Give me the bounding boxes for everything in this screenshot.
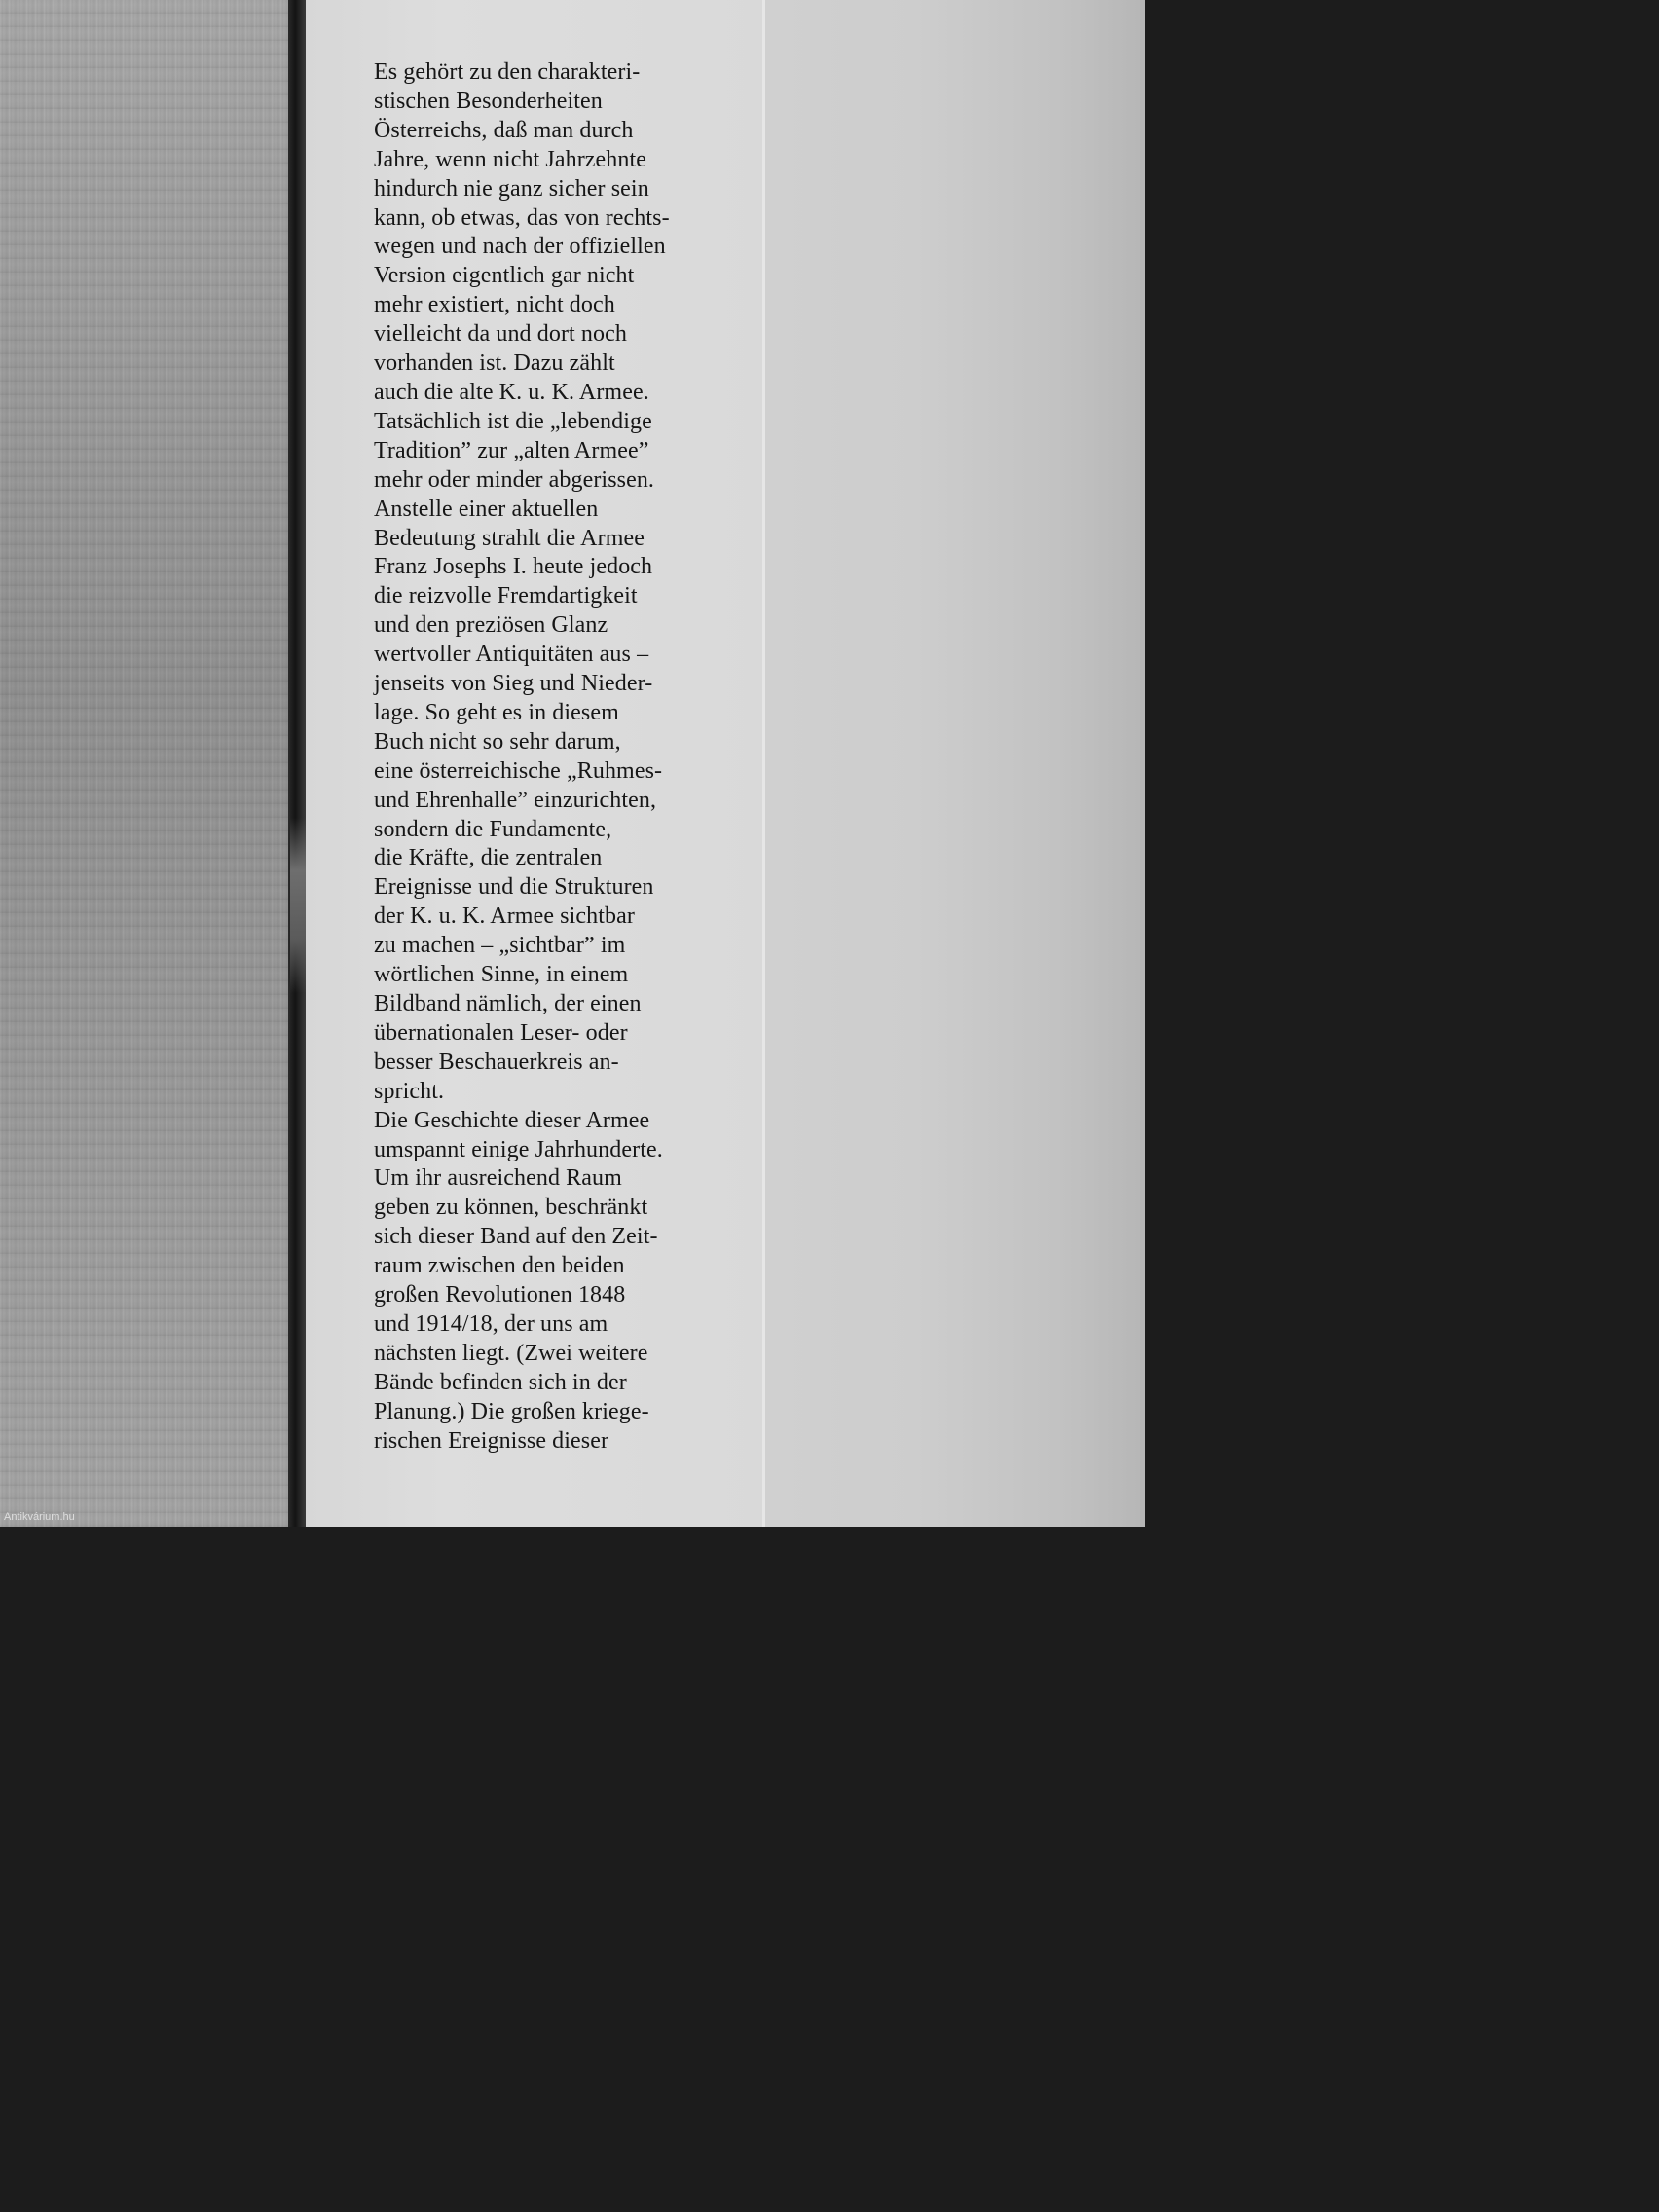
text-line: eine österreichische „Ruhmes-	[374, 757, 663, 784]
text-line: rischen Ereignisse dieser	[374, 1427, 609, 1454]
text-line: sich dieser Band auf den Zeit-	[374, 1224, 658, 1250]
text-line: besser Beschauerkreis an-	[374, 1049, 619, 1075]
text-line: Version eigentlich gar nicht	[374, 263, 635, 289]
text-line: kann, ob etwas, das von rechts-	[374, 204, 670, 231]
text-line: hindurch nie ganz sicher sein	[374, 175, 649, 202]
text-line: lage. So geht es in diesem	[374, 699, 619, 725]
text-line: mehr oder minder abgerissen.	[374, 466, 655, 493]
text-line: vorhanden ist. Dazu zählt	[374, 350, 615, 377]
text-line: übernationalen Leser- oder	[374, 1019, 628, 1046]
text-line: spricht.	[374, 1078, 445, 1104]
text-line: Es gehört zu den charakteri-	[374, 59, 641, 85]
text-line: Anstelle einer aktuellen	[374, 496, 599, 522]
text-line: Die Geschichte dieser Armee	[374, 1107, 650, 1133]
text-line: sondern die Fundamente,	[374, 816, 612, 842]
text-line: Planung.) Die großen kriege-	[374, 1398, 649, 1424]
text-line: und den preziösen Glanz	[374, 612, 608, 639]
text-line: auch die alte K. u. K. Armee.	[374, 379, 649, 405]
text-line: stischen Besonderheiten	[374, 88, 603, 114]
text-line: Bedeutung strahlt die Armee	[374, 525, 645, 551]
wood-background	[0, 0, 292, 1527]
text-line: Bildband nämlich, der einen	[374, 991, 642, 1016]
text-line: raum zwischen den beiden	[374, 1253, 625, 1279]
text-line: mehr existiert, nicht doch	[374, 292, 615, 318]
watermark-text: Antikvárium.hu	[4, 1511, 75, 1523]
text-line: Jahre, wenn nicht Jahrzehnte	[374, 146, 647, 172]
book-photo	[0, 0, 1145, 1527]
text-line: wertvoller Antiquitäten aus –	[374, 642, 649, 668]
text-line: Um ihr ausreichend Raum	[374, 1165, 622, 1192]
text-line: die reizvolle Fremdartigkeit	[374, 583, 638, 609]
text-line: großen Revolutionen 1848	[374, 1282, 626, 1309]
text-line: geben zu können, beschränkt	[374, 1195, 648, 1221]
book-spine-edge	[290, 818, 306, 993]
text-line: und Ehrenhalle” einzurichten,	[374, 787, 657, 813]
text-line: Ereignisse und die Strukturen	[374, 874, 654, 901]
text-line: umspannt einige Jahrhunderte.	[374, 1136, 663, 1162]
text-line: Buch nicht so sehr darum,	[374, 728, 621, 755]
text-line: der K. u. K. Armee sichtbar	[374, 903, 635, 930]
text-line: und 1914/18, der uns am	[374, 1310, 608, 1337]
text-line: jenseits von Sieg und Nieder-	[374, 671, 653, 697]
flap-text-block	[374, 58, 744, 1456]
text-line: nächsten liegt. (Zwei weitere	[374, 1340, 648, 1366]
text-line: die Kräfte, die zentralen	[374, 845, 603, 871]
text-line: Österreichs, daß man durch	[374, 117, 634, 143]
text-line: Bände befinden sich in der	[374, 1369, 627, 1395]
text-line: wörtlichen Sinne, in einem	[374, 962, 629, 988]
text-line: Tatsächlich ist die „lebendige	[374, 408, 652, 434]
text-line: wegen und nach der offiziellen	[374, 234, 666, 260]
book-cover-page	[765, 0, 1145, 1527]
text-line: vielleicht da und dort noch	[374, 321, 627, 348]
text-line: Tradition” zur „alten Armee”	[374, 437, 649, 463]
book-spine-shadow	[288, 0, 306, 1527]
text-line: zu machen – „sichtbar” im	[374, 933, 626, 959]
text-line: Franz Josephs I. heute jedoch	[374, 554, 653, 580]
